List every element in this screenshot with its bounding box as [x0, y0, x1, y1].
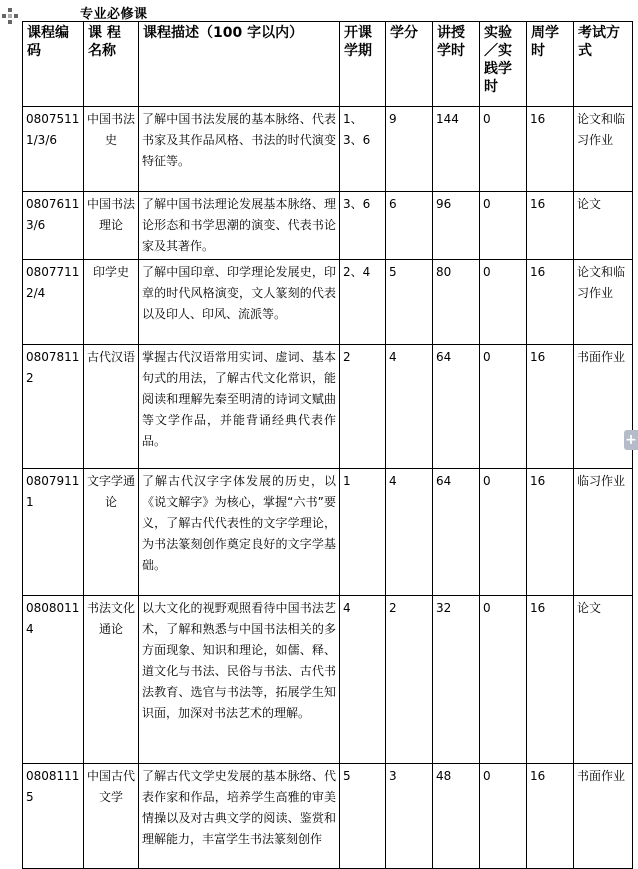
cell-name: 印学史 — [84, 260, 139, 345]
header-credit: 学分 — [386, 22, 433, 107]
header-name: 课 程名称 — [84, 22, 139, 107]
cell-name: 古代汉语 — [84, 345, 139, 469]
cell-credit: 3 — [386, 764, 433, 869]
cell-code: 08076113/6 — [23, 192, 84, 260]
cell-name: 文字学通论 — [84, 469, 139, 596]
cell-desc: 了解中国书法理论发展基本脉络、理论形态和书学思潮的演变、代表书论家及其著作。 — [139, 192, 340, 260]
cell-desc: 掌握古代汉语常用实词、虚词、基本句式的用法，了解古代文化常识，能阅读和理解先秦至明清的诗词文赋曲等文学作品，并能背诵经典代表作品。 — [139, 345, 340, 469]
cell-code: 08079111 — [23, 469, 84, 596]
cell-term: 4 — [340, 596, 386, 764]
cell-hours: 64 — [433, 345, 480, 469]
cell-lab: 0 — [480, 107, 527, 192]
table-caption: 专业必修课 — [80, 7, 148, 22]
table-row — [23, 345, 633, 469]
header-lab: 实验／实践学时 — [480, 22, 527, 107]
cell-code: 08077112/4 — [23, 260, 84, 345]
cell-lab: 0 — [480, 596, 527, 764]
cell-desc: 以大文化的视野观照看待中国书法艺术，了解和熟悉与中国书法相关的多方面现象、知识和理论，如儒、释、道文化与书法、民俗与书法、古代书法教育、选官与书法等，拓展学生知识面，加深对书法艺术的理解。 — [139, 596, 340, 764]
table-row — [23, 596, 633, 764]
header-term: 开课学期 — [340, 22, 386, 107]
cell-exam: 论文和临习作业 — [574, 107, 633, 192]
cell-desc: 了解古代汉字字体发展的历史，以《说文解字》为核心，掌握“六书”要义，了解古代代表性的文字学理论，为书法篆刻创作奠定良好的文字学基础。 — [139, 469, 340, 596]
cell-credit: 9 — [386, 107, 433, 192]
table-row — [23, 469, 633, 596]
cell-lab: 0 — [480, 764, 527, 869]
cell-weekly: 16 — [527, 345, 574, 469]
cell-hours: 64 — [433, 469, 480, 596]
header-code: 课程编码 — [23, 22, 84, 107]
table-row — [23, 764, 633, 869]
cell-lab: 0 — [480, 469, 527, 596]
cell-exam: 书面作业 — [574, 345, 633, 469]
cell-term: 2、4 — [340, 260, 386, 345]
cell-lab: 0 — [480, 192, 527, 260]
cell-hours: 48 — [433, 764, 480, 869]
cell-hours: 80 — [433, 260, 480, 345]
header-weekly: 周学时 — [527, 22, 574, 107]
cell-term: 1 — [340, 469, 386, 596]
cell-term: 1、3、6 — [340, 107, 386, 192]
cell-code: 08080114 — [23, 596, 84, 764]
cell-exam: 临习作业 — [574, 469, 633, 596]
cell-term: 5 — [340, 764, 386, 869]
cell-weekly: 16 — [527, 764, 574, 869]
cell-credit: 5 — [386, 260, 433, 345]
cell-exam: 书面作业 — [574, 764, 633, 869]
cell-exam: 论文 — [574, 596, 633, 764]
cell-name: 书法文化通论 — [84, 596, 139, 764]
add-row-plus-icon[interactable]: + — [625, 432, 637, 448]
cell-desc: 了解中国书法发展的基本脉络、代表书家及其作品风格、书法的时代演变特征等。 — [139, 107, 340, 192]
header-exam: 考试方式 — [574, 22, 633, 107]
cell-weekly: 16 — [527, 596, 574, 764]
cell-lab: 0 — [480, 345, 527, 469]
header-hours: 讲授学时 — [433, 22, 480, 107]
table-move-handle-icon[interactable] — [2, 8, 18, 24]
cell-desc: 了解中国印章、印学理论发展史，印章的时代风格演变，文人篆刻的代表以及印人、印风、流派等。 — [139, 260, 340, 345]
cell-weekly: 16 — [527, 107, 574, 192]
cell-credit: 6 — [386, 192, 433, 260]
cell-name: 中国书法史 — [84, 107, 139, 192]
cell-weekly: 16 — [527, 260, 574, 345]
cell-credit: 2 — [386, 596, 433, 764]
cell-desc: 了解古代文学史发展的基本脉络、代表作家和作品，培养学生高雅的审美情操以及对古典文学的阅读、鉴赏和理解能力，丰富学生书法篆刻创作 — [139, 764, 340, 869]
cell-credit: 4 — [386, 469, 433, 596]
cell-hours: 32 — [433, 596, 480, 764]
cell-term: 3、6 — [340, 192, 386, 260]
table-row — [23, 192, 633, 260]
course-table — [22, 21, 633, 869]
cell-term: 2 — [340, 345, 386, 469]
cell-code: 08078112 — [23, 345, 84, 469]
cell-weekly: 16 — [527, 192, 574, 260]
cell-lab: 0 — [480, 260, 527, 345]
cell-code: 08075111/3/6 — [23, 107, 84, 192]
cell-code: 08081115 — [23, 764, 84, 869]
cell-credit: 4 — [386, 345, 433, 469]
header-row — [23, 22, 633, 107]
cell-exam: 论文和临习作业 — [574, 260, 633, 345]
cell-exam: 论文 — [574, 192, 633, 260]
cell-name: 中国书法理论 — [84, 192, 139, 260]
table-row — [23, 260, 633, 345]
cell-hours: 144 — [433, 107, 480, 192]
header-desc: 课程描述（100 字以内） — [139, 22, 340, 107]
cell-name: 中国古代文学 — [84, 764, 139, 869]
table-row — [23, 107, 633, 192]
cell-hours: 96 — [433, 192, 480, 260]
cell-weekly: 16 — [527, 469, 574, 596]
